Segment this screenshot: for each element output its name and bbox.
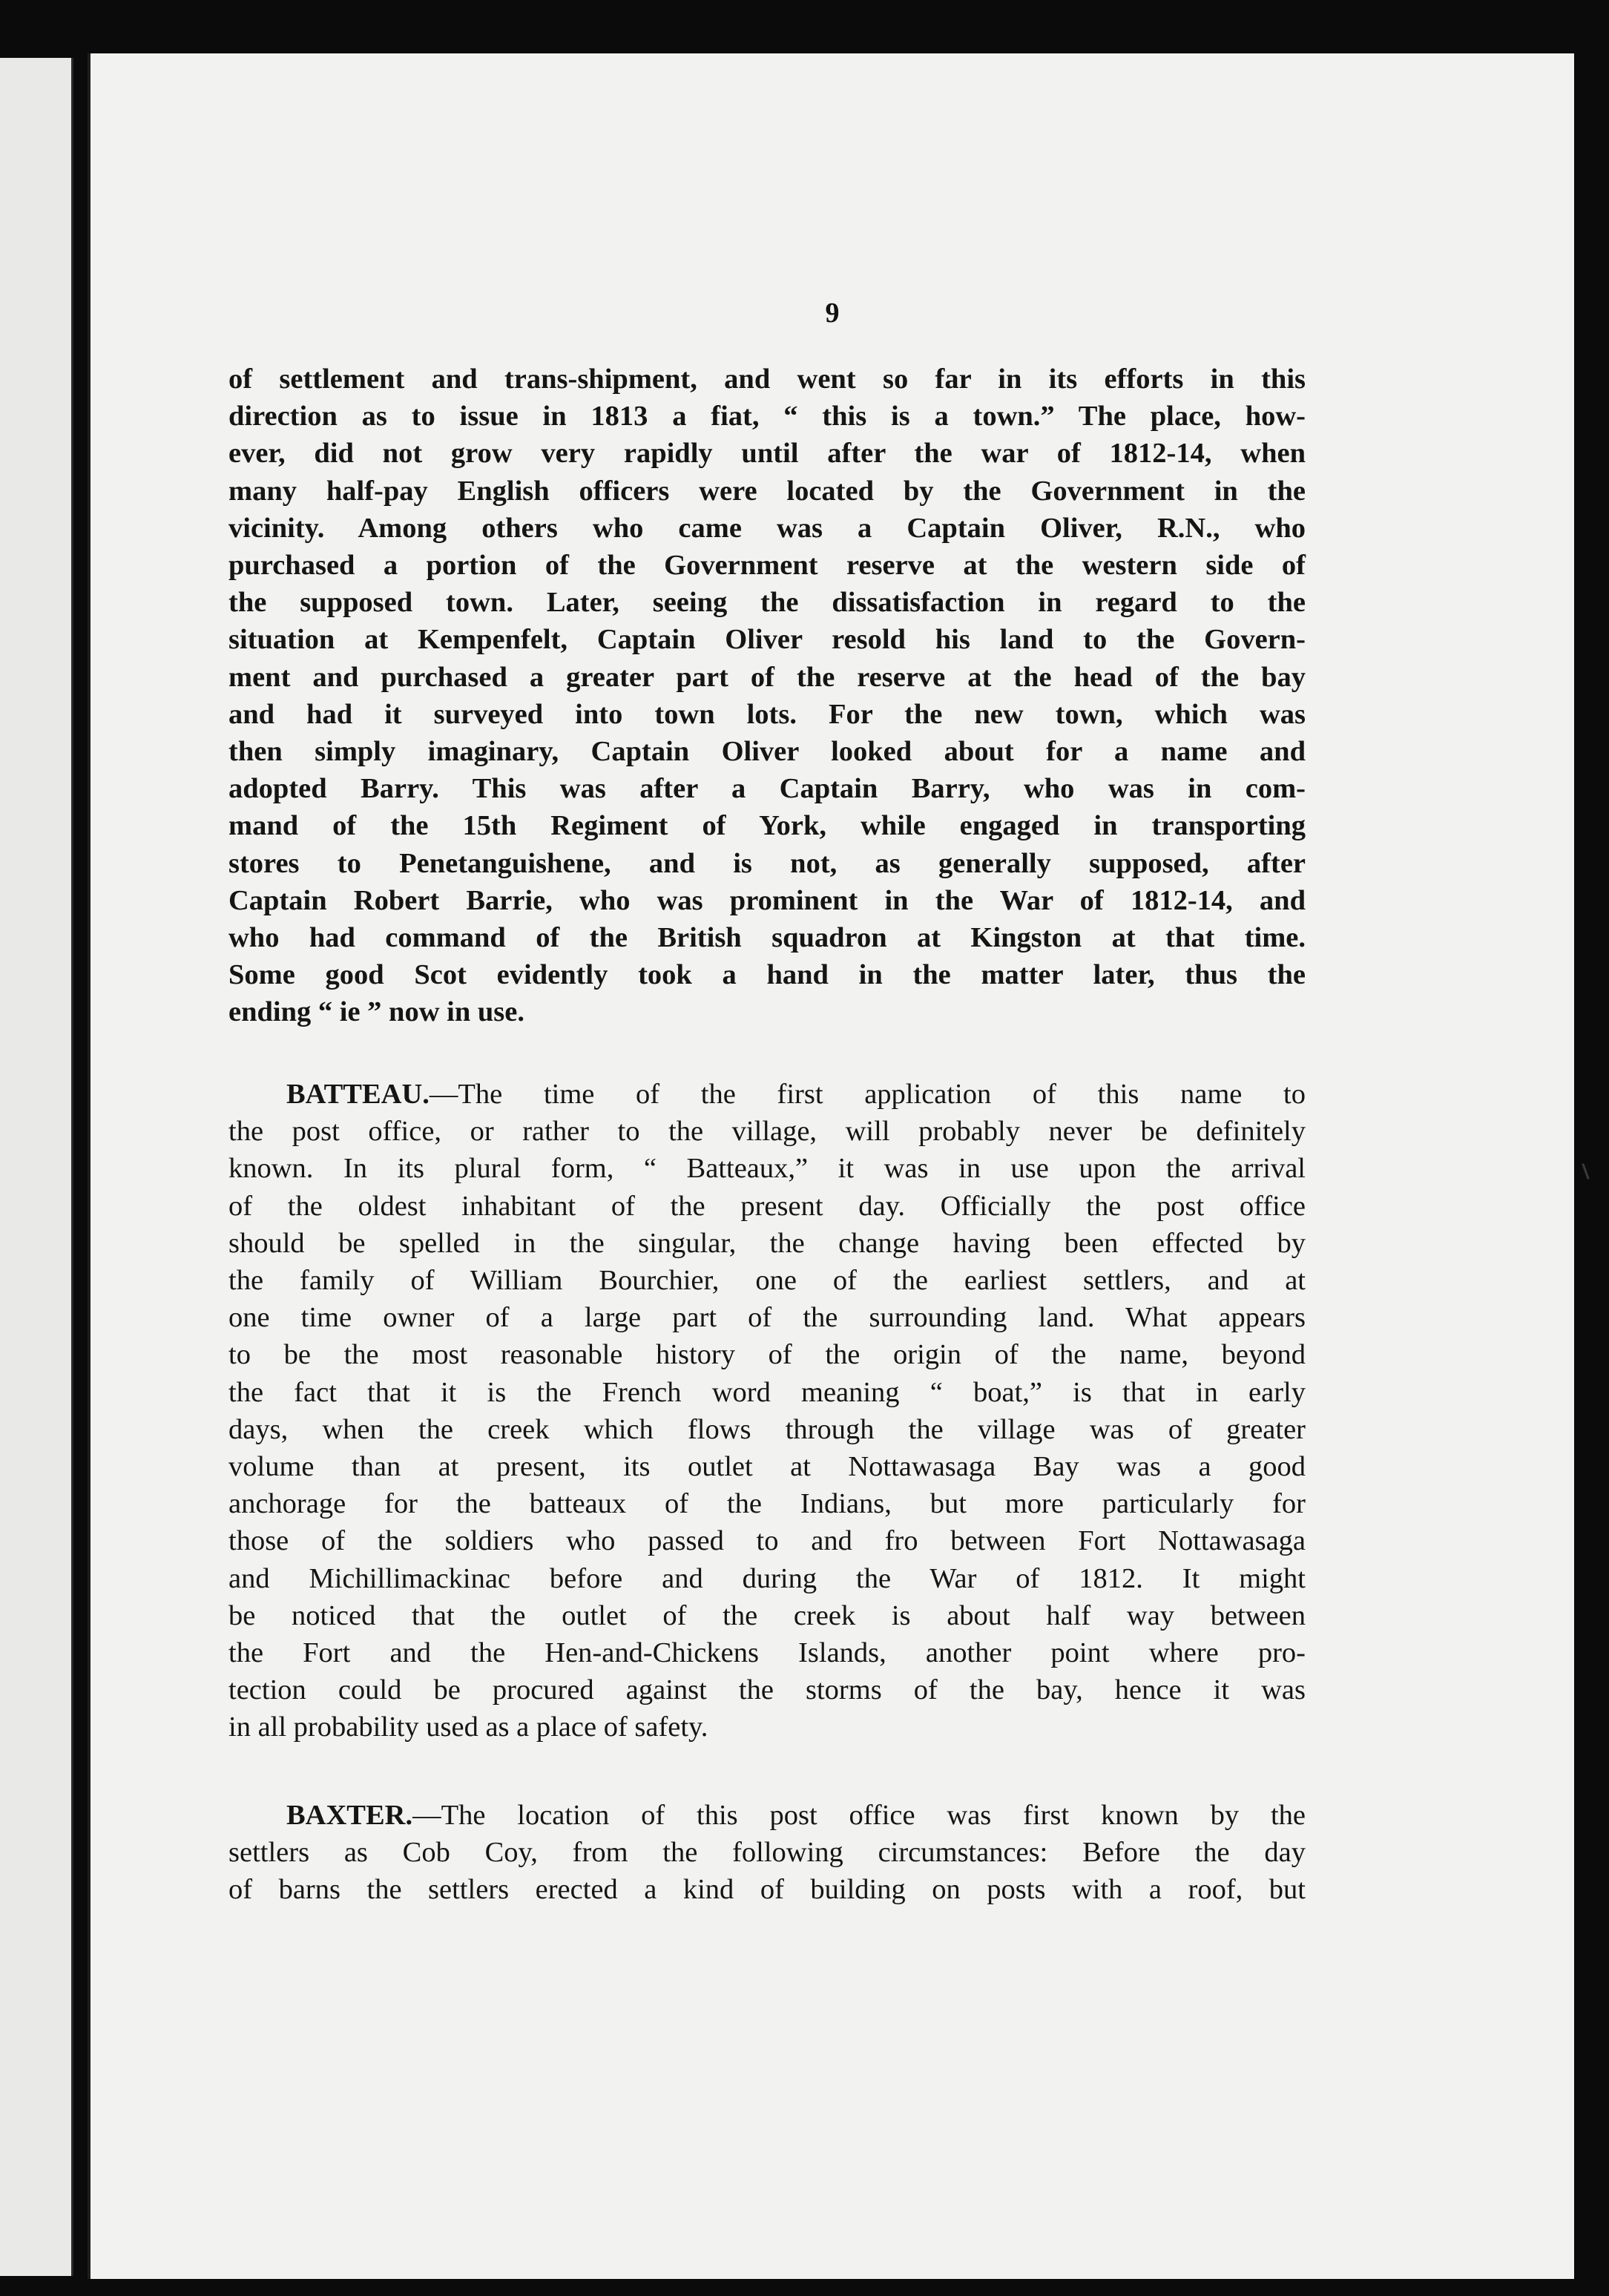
text-line: ending “ ie ” now in use. [228, 996, 524, 1028]
text-line: mand of the 15th Regiment of York, while engaged in transporting [228, 810, 1306, 842]
entry-heading-batteau: BATTEAU. [286, 1079, 430, 1110]
text-line: those of the soldiers who passed to and fro between Fort Nottawasaga [228, 1525, 1306, 1557]
text-line: vicinity. Among others who came was a Captain Oliver, R.N., who [228, 512, 1306, 544]
adjacent-page-edge [0, 58, 73, 2276]
text-line: ever, did not grow very rapidly until after the war of 1812-14, when [228, 438, 1306, 470]
scan-mark [1582, 1163, 1589, 1180]
text-fragment: —The location of this post office was first known by the [412, 1800, 1306, 1831]
text-line: adopted Barry. This was after a Captain Barry, who was in com- [228, 773, 1306, 805]
paragraph-baxter [228, 1797, 1306, 1909]
text-line: in all probability used as a place of safety. [228, 1711, 708, 1743]
text-line: the fact that it is the French word meaning “ boat,” is that in early [228, 1376, 1306, 1408]
text-line: purchased a portion of the Government reserve at the western side of [228, 550, 1306, 582]
text-line: the Fort and the Hen-and-Chickens Islands, another point where pro- [228, 1637, 1306, 1669]
text-line: ment and purchased a greater part of the reserve at the head of the bay [228, 661, 1306, 693]
text-line [228, 1797, 1306, 1834]
text-line: days, when the creek which flows through the village was of greater [228, 1413, 1306, 1445]
text-fragment: —The time of the first application of this name to [429, 1079, 1306, 1110]
text-line: of settlement and trans-shipment, and went so far in its efforts in this [228, 364, 1306, 395]
paragraph-batteau [228, 1076, 1306, 1746]
text-line: situation at Kempenfelt, Captain Oliver resold his land to the Govern- [228, 624, 1306, 656]
text-line: then simply imaginary, Captain Oliver looked about for a name and [228, 736, 1306, 768]
page-number: 9 [825, 297, 840, 329]
text-line: the supposed town. Later, seeing the dissatisfaction in regard to the [228, 587, 1306, 619]
text-line: Some good Scot evidently took a hand in the matter later, thus the [228, 959, 1306, 991]
text-line: be noticed that the outlet of the creek is about half way between [228, 1599, 1306, 1631]
text-line: stores to Penetanguishene, and is not, as generally supposed, after [228, 847, 1306, 879]
text-line: anchorage for the batteaux of the Indians, but more particularly for [228, 1488, 1306, 1520]
text-line: to be the most reasonable history of the origin of the name, beyond [228, 1339, 1306, 1371]
text-line: one time owner of a large part of the surrounding land. What appears [228, 1302, 1306, 1334]
text-line [228, 1076, 1306, 1113]
text-line: many half-pay English officers were located by the Government in the [228, 475, 1306, 507]
text-line: and had it surveyed into town lots. For the new town, which was [228, 698, 1306, 730]
text-line: direction as to issue in 1813 a fiat, “ this is a town.” The place, how- [228, 401, 1306, 432]
entry-heading-baxter: BAXTER. [286, 1800, 413, 1831]
text-line: settlers as Cob Coy, from the following circumstances: Before the day [228, 1837, 1306, 1869]
paragraph-barrie [228, 361, 1306, 1031]
text-line: volume than at present, its outlet at Nottawasaga Bay was a good [228, 1451, 1306, 1483]
text-line: of barns the settlers erected a kind of building on posts with a roof, but [228, 1874, 1306, 1906]
text-line: known. In its plural form, “ Batteaux,” it was in use upon the arrival [228, 1153, 1306, 1185]
text-line: Captain Robert Barrie, who was prominent in the War of 1812-14, and [228, 884, 1306, 916]
text-line: who had command of the British squadron at Kingston at that time. [228, 922, 1306, 954]
text-line: the family of William Bourchier, one of the earliest settlers, and at [228, 1265, 1306, 1297]
text-line: tection could be procured against the storms of the bay, hence it was [228, 1674, 1306, 1706]
text-line: of the oldest inhabitant of the present day. Officially the post office [228, 1190, 1306, 1222]
text-line: and Michillimackinac before and during the War of 1812. It might [228, 1562, 1306, 1594]
text-line: should be spelled in the singular, the change having been effected by [228, 1227, 1306, 1259]
text-line: the post office, or rather to the village, will probably never be definitely [228, 1116, 1306, 1148]
